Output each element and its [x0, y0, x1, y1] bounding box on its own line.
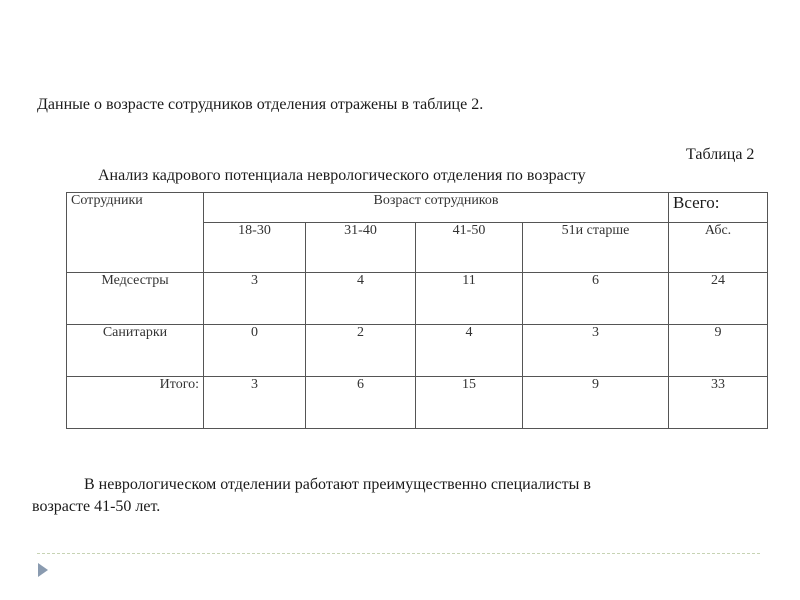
slide-divider [37, 553, 760, 554]
table-cell-total: 9 [669, 325, 768, 377]
table-cell: 3 [523, 325, 669, 377]
table-number: Таблица 2 [686, 146, 755, 163]
table-row [67, 325, 768, 377]
table-cell: 11 [416, 273, 523, 325]
total-subheader: Абс. [669, 223, 768, 273]
age-group-header: 31-40 [306, 223, 416, 273]
table-cell: 6 [306, 377, 416, 429]
age-analysis-table [66, 192, 768, 429]
header-total: Всего: [669, 193, 768, 223]
age-group-header: 51и старше [523, 223, 669, 273]
table-cell: 15 [416, 377, 523, 429]
table-cell: 4 [416, 325, 523, 377]
table-row-total [67, 377, 768, 429]
intro-text: Данные о возрасте сотрудников отделения отражены в таблице 2. [37, 96, 484, 113]
table-caption: Анализ кадрового потенциала неврологического отделения по возрасту [98, 167, 586, 184]
table-cell: 9 [523, 377, 669, 429]
table-cell-total: 33 [669, 377, 768, 429]
row-label: Медсестры [67, 273, 204, 325]
age-group-header: 41-50 [416, 223, 523, 273]
play-arrow-icon[interactable] [38, 563, 48, 577]
conclusion-paragraph [32, 474, 772, 518]
table-cell: 0 [204, 325, 306, 377]
header-age: Возраст сотрудников [204, 193, 669, 223]
table-row [67, 273, 768, 325]
conclusion-line-1: В неврологическом отделении работают преимущественно специалисты в [84, 476, 591, 493]
table-header-row [67, 193, 768, 223]
table-cell: 2 [306, 325, 416, 377]
row-label: Санитарки [67, 325, 204, 377]
table-cell: 6 [523, 273, 669, 325]
row-label: Итого: [67, 377, 204, 429]
table-cell: 4 [306, 273, 416, 325]
conclusion-line-2: возрасте 41-50 лет. [32, 498, 161, 515]
table-cell: 3 [204, 273, 306, 325]
table-cell: 3 [204, 377, 306, 429]
age-group-header: 18-30 [204, 223, 306, 273]
table-cell-total: 24 [669, 273, 768, 325]
header-staff: Сотрудники [67, 193, 204, 273]
